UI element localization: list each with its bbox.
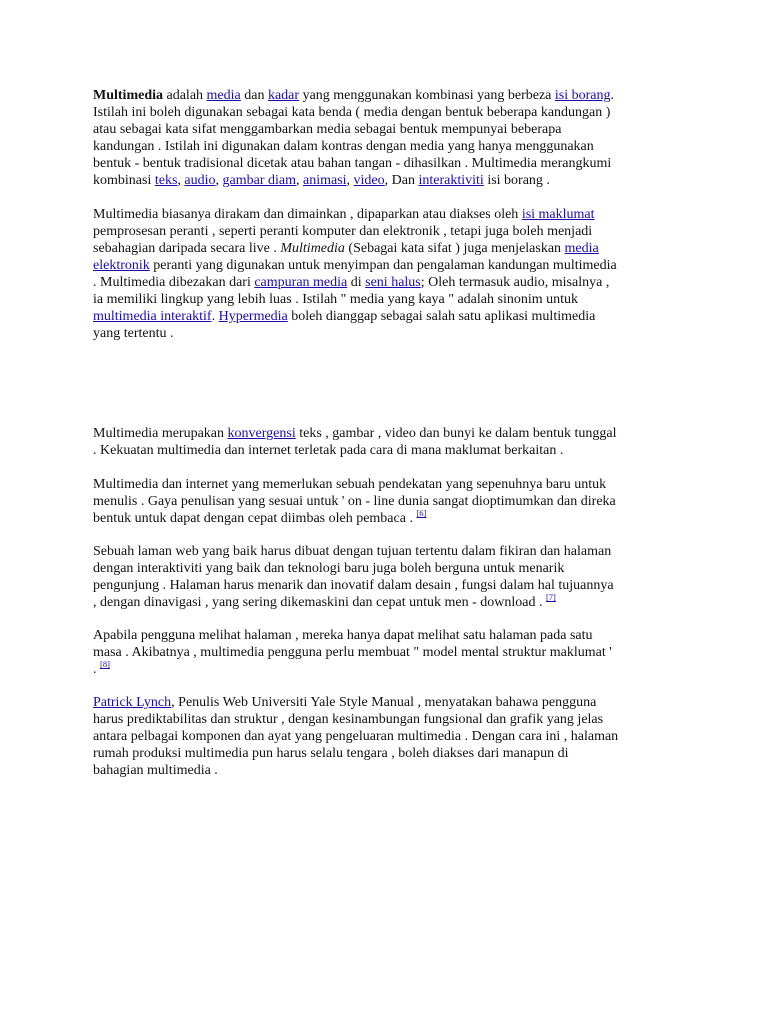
text-run: , Penulis Web Universiti Yale Style Manual , menyatakan bahawa pengguna (171, 695, 597, 710)
wiki-link[interactable]: media (206, 88, 241, 103)
text-line (93, 223, 592, 240)
text-run: harus prediktabilitas dan struktur , dengan kesinambungan fungsional dan grafik yang jelas (93, 712, 604, 727)
text-line (93, 711, 603, 728)
citation-ref (100, 659, 110, 669)
text-run: peranti yang digunakan untuk menyimpan dan pengalaman kandungan multimedia (149, 258, 617, 273)
text-line (93, 325, 173, 342)
text-run: bahagian multimedia . (93, 763, 218, 778)
text-line (93, 493, 616, 510)
text-run: atau sebagai kata sifat menggambarkan media sebagai bentuk mempunyai beberapa (93, 122, 562, 137)
text-line (93, 425, 616, 442)
wiki-link[interactable]: Hypermedia (218, 309, 288, 324)
text-run: dan (240, 88, 268, 103)
text-run: Multimedia biasanya dirakam dan dimainkan , dipaparkan atau diakses oleh (93, 207, 522, 222)
text-run: . (93, 662, 100, 677)
wiki-link[interactable]: gambar diam (222, 173, 296, 188)
text-run: , dengan dinavigasi , yang sering dikemaskini dan cepat untuk men - download . (93, 595, 546, 610)
wiki-link[interactable]: isi borang (554, 88, 611, 103)
text-line (93, 274, 609, 291)
wiki-link[interactable]: Patrick Lynch (93, 695, 172, 710)
paragraph (93, 694, 683, 779)
text-line (93, 308, 595, 325)
text-line (93, 577, 614, 594)
text-run: yang menggunakan kombinasi yang berbeza (299, 88, 555, 103)
text-run: bentuk - bentuk tradisional dicetak atau bahan tangan - dihasilkan . Multimedia merangkumi (93, 156, 612, 171)
text-run: ia memiliki lingkup yang lebih luas . Istilah " media yang kaya " adalah sinonim untuk (93, 292, 579, 307)
text-run: rumah produksi multimedia pun harus selalu tengara , boleh diakses dari manapun di (93, 746, 569, 761)
text-run: sebahagian daripada secara live . (93, 241, 281, 256)
text-run: adalah (163, 88, 207, 103)
text-run: menulis . Gaya penulisan yang sesuai untuk ' on - line dunia sangat dioptimumkan dan direka (93, 494, 616, 509)
text-line (93, 762, 218, 779)
text-run: ; Oleh termasuk audio, misalnya , (420, 275, 610, 290)
text-run: Multimedia merupakan (93, 426, 228, 441)
text-run: boleh dianggap sebagai salah satu aplikasi multimedia (287, 309, 596, 324)
paragraph (93, 206, 683, 342)
text-line (93, 594, 556, 611)
text-run: . (610, 88, 614, 103)
citation-link[interactable]: [7] (545, 592, 556, 602)
text-line (93, 104, 610, 121)
text-line (93, 87, 614, 104)
text-run: Apabila pengguna melihat halaman , mereka hanya dapat melihat satu halaman pada satu (93, 628, 593, 643)
wiki-link[interactable]: elektronik (93, 258, 150, 273)
text-line (93, 644, 612, 661)
citation-ref (416, 508, 426, 518)
bold-term: Multimedia (93, 88, 163, 103)
wiki-link[interactable]: isi maklumat (521, 207, 595, 222)
text-line (93, 728, 618, 745)
wiki-link[interactable]: interaktiviti (418, 173, 484, 188)
text-run: , Dan (384, 173, 419, 188)
text-line (93, 442, 563, 459)
text-run: (Sebagai kata sifat ) juga menjelaskan (344, 241, 565, 256)
text-line (93, 476, 606, 493)
text-line (93, 155, 611, 172)
text-run: yang tertentu . (93, 326, 174, 341)
wiki-link[interactable]: teks (154, 173, 178, 188)
citation-link[interactable]: [8] (100, 659, 110, 669)
citation-ref (546, 592, 556, 602)
paragraph (93, 87, 683, 189)
text-run: , (215, 173, 223, 188)
wiki-link[interactable]: konvergensi (227, 426, 296, 441)
text-run: Istilah ini boleh digunakan sebagai kata benda ( media dengan bentuk beberapa kandungan ) (93, 105, 611, 120)
text-line (93, 661, 110, 678)
text-line (93, 510, 426, 527)
text-run: antara pelbagai komponen dan ayat yang pengeluaran multimedia . Dengan cara ini , halaman (93, 729, 619, 744)
text-run: . Kekuatan multimedia dan internet terletak pada cara di mana maklumat berkaitan . (93, 443, 564, 458)
text-run: bentuk untuk dapat dengan cepat diimbas oleh pembaca . (93, 511, 417, 526)
text-run: kandungan . Istilah ini digunakan dalam kontras dengan media yang hanya menggunakan (93, 139, 594, 154)
paragraph (93, 476, 683, 527)
text-line (93, 560, 564, 577)
text-line (93, 138, 594, 155)
text-line (93, 291, 578, 308)
italic-term: Multimedia (280, 241, 345, 256)
wiki-link[interactable]: audio (184, 173, 216, 188)
text-line (93, 694, 596, 711)
text-run: kombinasi (93, 173, 155, 188)
text-line (93, 206, 595, 223)
text-run: Sebuah laman web yang baik harus dibuat dengan tujuan tertentu dalam fikiran dan halaman (93, 544, 612, 559)
text-run: isi borang . (483, 173, 550, 188)
wiki-link[interactable]: animasi (303, 173, 347, 188)
text-run: . (211, 309, 219, 324)
text-run: Multimedia dan internet yang memerlukan sebuah pendekatan yang sepenuhnya baru untuk (93, 477, 607, 492)
text-line (93, 543, 611, 560)
wiki-link[interactable]: kadar (267, 88, 300, 103)
text-run: , (177, 173, 185, 188)
paragraph (93, 543, 683, 611)
text-line (93, 257, 617, 274)
text-line (93, 121, 561, 138)
text-run: teks , gambar , video dan bunyi ke dalam bentuk tunggal (295, 426, 617, 441)
text-run: di (347, 275, 366, 290)
wiki-link[interactable]: seni halus (365, 275, 421, 290)
wiki-link[interactable]: campuran media (254, 275, 348, 290)
text-run: . Multimedia dibezakan dari (93, 275, 255, 290)
text-line (93, 745, 569, 762)
text-run: , (296, 173, 303, 188)
text-run: pengunjung . Halaman harus menarik dan inovatif dalam desain , fungsi dalam hal tujuannya (93, 578, 614, 593)
wiki-link[interactable]: multimedia interaktif (93, 309, 212, 324)
text-line (93, 240, 599, 257)
wiki-link[interactable]: media (564, 241, 599, 256)
paragraph (93, 627, 683, 678)
text-run: masa . Akibatnya , multimedia pengguna perlu membuat " model mental struktur maklumat ' (93, 645, 612, 660)
text-line (93, 172, 550, 189)
text-run: dengan interaktiviti yang baik dan teknologi baru juga boleh berguna untuk menarik (93, 561, 565, 576)
paragraph (93, 425, 683, 459)
text-run: , (346, 173, 354, 188)
text-run: pemprosesan peranti , seperti peranti komputer dan elektronik , tetapi juga boleh menjadi (93, 224, 593, 239)
wiki-link[interactable]: video (353, 173, 385, 188)
citation-link[interactable]: [6] (416, 508, 427, 518)
text-line (93, 627, 593, 644)
